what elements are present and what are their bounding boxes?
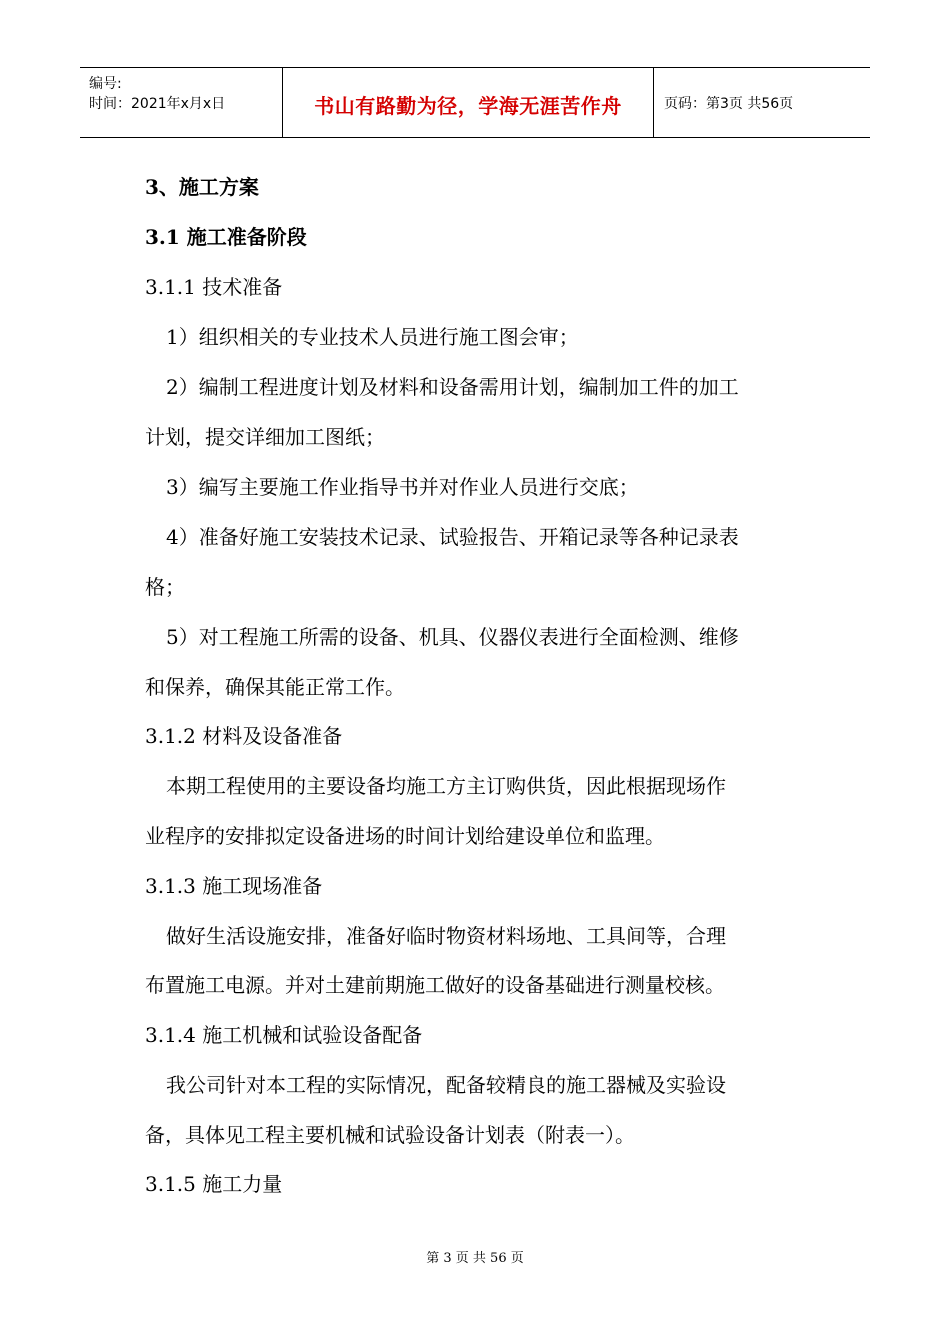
document-date: 时间：2021年x月x日 bbox=[89, 96, 226, 112]
document-header bbox=[80, 67, 870, 138]
subsection-title-3-1-5: 3.1.5 施工力量 bbox=[145, 1172, 283, 1196]
paragraph-3-1-3-line-1: 做好生活设施安排，准备好临时物资材料场地、工具间等，合理 bbox=[166, 924, 726, 948]
list-item-2-line-2: 计划，提交详细加工图纸； bbox=[145, 425, 385, 449]
header-page-cell bbox=[654, 68, 870, 137]
section-heading-3: 3、施工方案 bbox=[145, 175, 259, 199]
list-item-1: 1）组织相关的专业技术人员进行施工图会审； bbox=[166, 325, 579, 349]
paragraph-3-1-4-line-1: 我公司针对本工程的实际情况，配备较精良的施工器械及实验设 bbox=[166, 1073, 726, 1097]
paragraph-3-1-4-line-2: 备，具体见工程主要机械和试验设备计划表（附表一）。 bbox=[145, 1123, 635, 1147]
paragraph-3-1-2-line-2: 业程序的安排拟定设备进场的时间计划给建设单位和监理。 bbox=[145, 824, 665, 848]
list-item-5-line-2: 和保养，确保其能正常工作。 bbox=[145, 675, 405, 699]
subsection-title-3-1-3: 3.1.3 施工现场准备 bbox=[145, 874, 323, 898]
document-number-label: 编号: bbox=[89, 76, 122, 92]
list-item-4-line-1: 4）准备好施工安装技术记录、试验报告、开箱记录等各种记录表 bbox=[166, 525, 739, 549]
header-motto-cell bbox=[283, 68, 654, 137]
list-item-4-line-2: 格； bbox=[145, 575, 185, 599]
list-item-2-line-1: 2）编制工程进度计划及材料和设备需用计划，编制加工件的加工 bbox=[166, 375, 739, 399]
subsection-title-3-1-1: 3.1.1 技术准备 bbox=[145, 275, 283, 299]
paragraph-3-1-3-line-2: 布置施工电源。并对土建前期施工做好的设备基础进行测量校核。 bbox=[145, 973, 725, 997]
list-item-3: 3）编写主要施工作业指导书并对作业人员进行交底； bbox=[166, 475, 639, 499]
subsection-title-3-1-4: 3.1.4 施工机械和试验设备配备 bbox=[145, 1023, 423, 1047]
header-page-info: 页码：第3页 共56页 bbox=[664, 96, 794, 112]
list-item-5-line-1: 5）对工程施工所需的设备、机具、仪器仪表进行全面检测、维修 bbox=[166, 625, 739, 649]
section-heading-3-1: 3.1 施工准备阶段 bbox=[145, 225, 307, 249]
paragraph-3-1-2-line-1: 本期工程使用的主要设备均施工方主订购供货，因此根据现场作 bbox=[166, 774, 726, 798]
header-info-cell bbox=[80, 68, 283, 137]
header-motto: 书山有路勤为径，学海无涯苦作舟 bbox=[314, 94, 622, 118]
subsection-title-3-1-2: 3.1.2 材料及设备准备 bbox=[145, 724, 343, 748]
page-footer: 第 3 页 共 56 页 bbox=[426, 1251, 524, 1266]
